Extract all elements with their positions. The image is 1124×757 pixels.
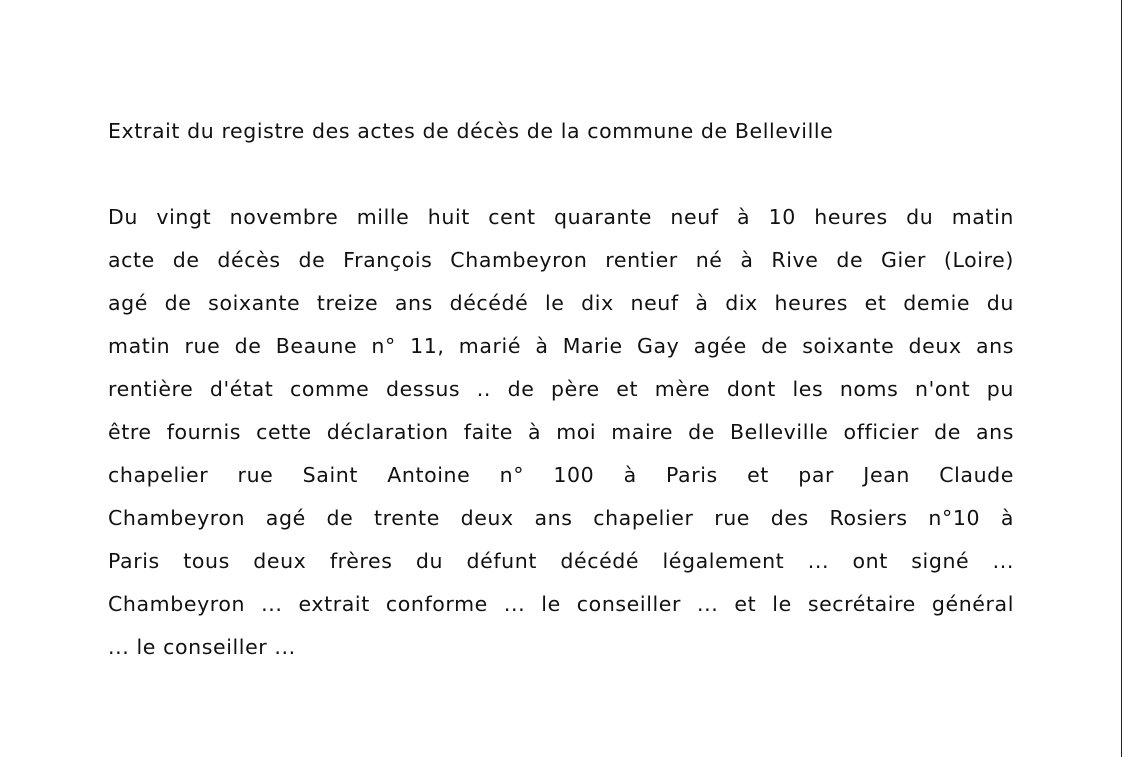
body-line: être fournis cette déclaration faite à moi maire de Belleville officier de ans bbox=[108, 420, 1014, 444]
body-line: acte de décès de François Chambeyron rentier né à Rive de Gier (Loire) bbox=[108, 248, 1014, 272]
body-line: ... le conseiller ... bbox=[108, 635, 296, 659]
body-line: Paris tous deux frères du défunt décédé légalement ... ont signé ... bbox=[108, 549, 1014, 573]
body-line: rentière d'état comme dessus .. de père et mère dont les noms n'ont pu bbox=[108, 377, 1014, 401]
body-line: chapelier rue Saint Antoine n° 100 à Paris et par Jean Claude bbox=[108, 463, 1014, 487]
body-line: matin rue de Beaune n° 11, marié à Marie Gay agée de soixante deux ans bbox=[108, 334, 1014, 358]
body-line: agé de soixante treize ans décédé le dix neuf à dix heures et demie du bbox=[108, 291, 1014, 315]
document-body bbox=[108, 202, 1014, 675]
body-line: Chambeyron agé de trente deux ans chapelier rue des Rosiers n°10 à bbox=[108, 506, 1014, 530]
body-line: Du vingt novembre mille huit cent quarante neuf à 10 heures du matin bbox=[108, 205, 1014, 229]
document-heading: Extrait du registre des actes de décès de la commune de Belleville bbox=[108, 119, 834, 143]
body-line: Chambeyron ... extrait conforme ... le conseiller ... et le secrétaire général bbox=[108, 592, 1014, 616]
